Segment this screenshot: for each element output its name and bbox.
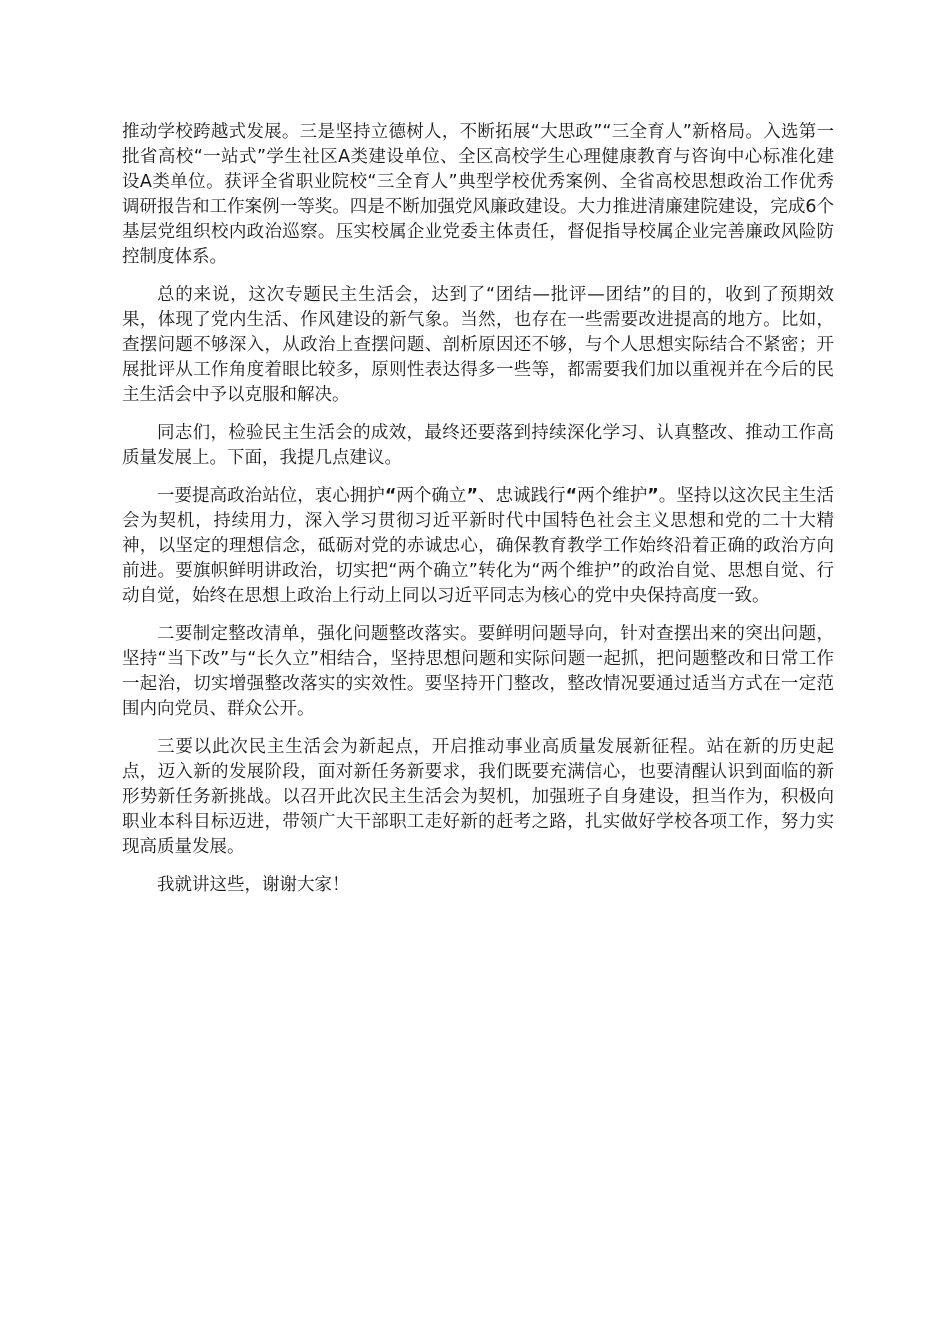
paragraph-4-quote-close-1: ” [466,486,478,506]
paragraph-4-text: 两个维护 [577,486,648,506]
paragraph-4 [122,484,834,609]
paragraph-4-quote-close-2: ” [647,486,659,506]
paragraph-2 [122,283,834,408]
paragraph-3 [122,421,834,471]
paragraph-4-text: 。坚持以这次民主生活会为契机，持续用力，深入学习贯彻习近平新时代中国特色社会主义思想和党的二十大精神，以坚定的理想信念，砥砺对党的赤诚忠心，确保教育教学工作始终沿着正确的政治方向前进。要旗帜鲜明讲政治，切实把“两个确立”转化为“两个维护”的政治自觉、思想自觉、行动自觉，始终在思想上政治上行动上同以习近平同志为核心的党中央保持高度一致。 [122,486,835,606]
document-page [122,120,834,911]
paragraph-4-text: 、忠诚践行 [477,486,566,506]
paragraph-4-quote-open-2: “ [565,486,578,506]
paragraph-5-text: 二要制定整改清单，强化问题整改落实。要鲜明问题导向，针对查摆出来的突出问题，坚持“当下改”与“长久立”相结合，坚持思想问题和实际问题一起抓，把问题整改和日常工作一起治，切实增强整改落实的实效性。要坚持开门整改，整改情况要通过适当方式在一定范围内向党员、群众公开。 [122,624,834,719]
paragraph-6 [122,735,834,860]
paragraph-4-quote-open-1: “ [384,486,397,506]
paragraph-5 [122,622,834,722]
paragraph-7-text: 我就讲这些，谢谢大家！ [157,875,350,895]
paragraph-4-text: 两个确立 [396,486,467,506]
paragraph-3-text: 同志们，检验民主生活会的成效，最终还要落到持续深化学习、认真整改、推动工作高质量发展上。下面，我提几点建议。 [122,423,834,468]
paragraph-1-text: 推动学校跨越式发展。三是坚持立德树人，不断拓展“大思政”“三全育人”新格局。入选第一批省高校“一站式”学生社区A类建设单位、全区高校学生心理健康教育与咨询中心标准化建设A类单位。获评全省职业院校“三全育人”典型学校优秀案例、全省高校思想政治工作优秀调研报告和工作案例一等奖。四是不断加强党风廉政建设。大力推进清廉建院建设，完成6个基层党组织校内政治巡察。压实校属企业党委主体责任，督促指导校属企业完善廉政风险防控制度体系。 [122,122,834,267]
paragraph-6-text: 三要以此次民主生活会为新起点，开启推动事业高质量发展新征程。站在新的历史起点，迈入新的发展阶段，面对新任务新要求，我们既要充满信心，也要清醒认识到面临的新形势新任务新挑战。以召开此次民主生活会为契机，加强班子自身建设，担当作为，积极向职业本科目标迈进，带领广大干部职工走好新的赶考之路，扎实做好学校各项工作，努力实现高质量发展。 [122,737,834,857]
paragraph-1 [122,120,834,270]
paragraph-4-text: 一要提高政治站位，衷心拥护 [157,486,385,506]
paragraph-2-text: 总的来说，这次专题民主生活会，达到了“团结—批评—团结”的目的，收到了预期效果，体现了党内生活、作风建设的新气象。当然，也存在一些需要改进提高的地方。比如，查摆问题不够深入，从政治上查摆问题、剖析原因还不够，与个人思想实际结合不紧密；开展批评从工作角度着眼比较多，原则性表达得多一些等，都需要我们加以重视并在今后的民主生活会中予以克服和解决。 [122,285,834,405]
paragraph-7 [122,873,834,898]
